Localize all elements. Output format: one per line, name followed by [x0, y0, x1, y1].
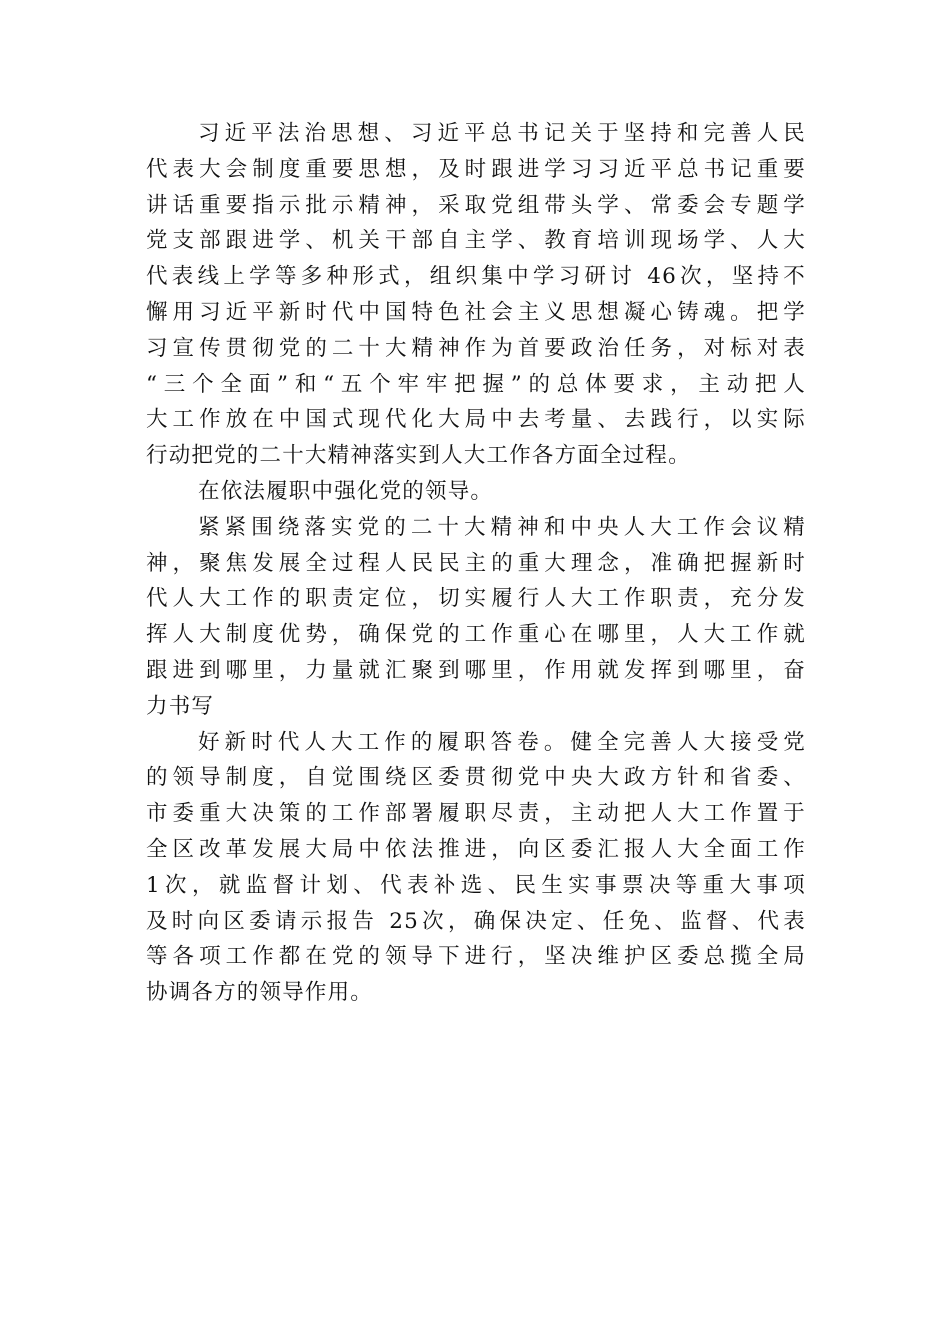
- paragraph-line: 懈用习近平新时代中国特色社会主义思想凝心铸魂。把学: [146, 299, 806, 325]
- paragraph-line: 市委重大决策的工作部署履职尽责，主动把人大工作置于: [146, 801, 806, 827]
- paragraph-line: 神，聚焦发展全过程人民民主的重大理念，准确把握新时: [146, 550, 806, 576]
- paragraph-line: 代表线上学等多种形式，组织集中学习研讨 46次，坚持不: [146, 264, 806, 290]
- paragraph-line: 跟进到哪里，力量就汇聚到哪里，作用就发挥到哪里，奋: [146, 657, 806, 683]
- paragraph-line: 代表大会制度重要思想，及时跟进学习习近平总书记重要: [146, 156, 806, 182]
- paragraph-line: 1次，就监督计划、代表补选、民生实事票决等重大事项: [146, 872, 806, 898]
- paragraph-line: “三个全面”和“五个牢牢把握”的总体要求，主动把人: [146, 371, 806, 397]
- paragraph-line: 习近平法治思想、习近平总书记关于坚持和完善人民: [198, 121, 806, 146]
- paragraph-line: 力书写: [146, 693, 215, 719]
- paragraph-1: [146, 116, 806, 474]
- paragraph-2-heading: [146, 474, 806, 510]
- paragraph-line: 党支部跟进学、机关干部自主学、教育培训现场学、人大: [146, 228, 806, 254]
- paragraph-line: 等各项工作都在党的领导下进行，坚决维护区委总揽全局: [146, 944, 806, 970]
- section-heading: 在依法履职中强化党的领导。: [198, 478, 494, 504]
- paragraph-line: 讲话重要指示批示精神，采取党组带头学、常委会专题学: [146, 192, 806, 218]
- paragraph-line: 代人大工作的职责定位，切实履行人大工作职责，充分发: [146, 586, 806, 612]
- paragraph-4: [146, 725, 806, 1011]
- paragraph-line: 紧紧围绕落实党的二十大精神和中央人大工作会议精: [198, 514, 806, 540]
- paragraph-line: 全区改革发展大局中依法推进，向区委汇报人大全面工作: [146, 836, 806, 862]
- document-body: [146, 116, 806, 1011]
- paragraph-line: 习宣传贯彻党的二十大精神作为首要政治任务，对标对表: [146, 335, 806, 361]
- paragraph-line: 行动把党的二十大精神落实到人大工作各方面全过程。: [146, 443, 691, 469]
- paragraph-line: 挥人大制度优势，确保党的工作重心在哪里，人大工作就: [146, 622, 806, 648]
- paragraph-line: 协调各方的领导作用。: [146, 980, 374, 1006]
- paragraph-line: 及时向区委请示报告 25次，确保决定、任免、监督、代表: [146, 908, 806, 934]
- paragraph-line: 的领导制度，自觉围绕区委贯彻党中央大政方针和省委、: [146, 765, 806, 791]
- paragraph-3: [146, 510, 806, 725]
- paragraph-line: 大工作放在中国式现代化大局中去考量、去践行，以实际: [146, 407, 806, 433]
- paragraph-line: 好新时代人大工作的履职答卷。健全完善人大接受党: [198, 729, 806, 755]
